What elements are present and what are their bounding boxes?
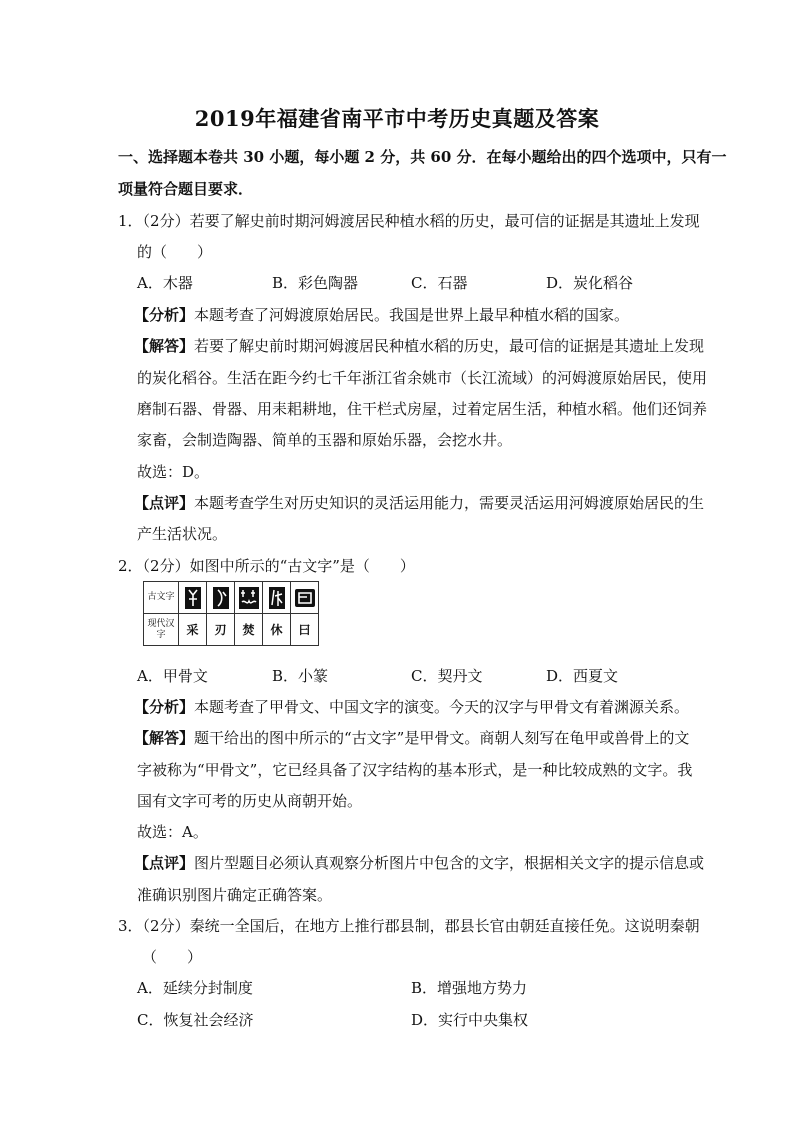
q2-option-a: A．甲骨文	[137, 667, 208, 685]
q1-stem-line1: 1．（2分）若要了解史前时期河姆渡居民种植水稻的历史，最可信的证据是其遗址上发现	[118, 212, 700, 230]
q1-analysis	[134, 305, 629, 325]
q1-comment-tag: 【点评】	[134, 494, 195, 512]
q2-analysis-text: 本题考查了甲骨文、中国文字的演变。今天的汉字与甲骨文有着渊源关系。	[194, 698, 690, 716]
ancient-script-table	[143, 581, 319, 646]
ancient-glyph-cai	[179, 582, 207, 614]
modern-char: 采	[179, 614, 207, 646]
oracle-glyph-icon	[183, 586, 203, 610]
table-header-modern: 现代汉字	[144, 614, 179, 646]
q2-answer-tag: 【解答】	[134, 729, 195, 747]
ancient-glyph-ren	[207, 582, 235, 614]
q2-answer-text1: 题干给出的图中所示的“古文字”是甲骨文。商朝人刻写在龟甲或兽骨上的文	[194, 729, 690, 747]
q3-stem-line2: （ ）	[142, 948, 203, 966]
q2-comment-text1: 图片型题目必须认真观察分析图片中包含的文字，根据相关文字的提示信息或	[194, 854, 705, 872]
ancient-glyph-yue	[291, 582, 319, 614]
q1-analysis-text: 本题考查了河姆渡原始居民。我国是世界上最早种植水稻的国家。	[194, 306, 630, 324]
q3-option-b: B．增强地方势力	[411, 979, 528, 997]
q1-answer-text1: 若要了解史前时期河姆渡居民种植水稻的历史，最可信的证据是其遗址上发现	[194, 337, 705, 355]
oracle-glyph-icon	[294, 586, 316, 610]
q1-comment-line2: 产生活状况。	[137, 525, 228, 543]
q1-answer-line4: 家畜，会制造陶器、简单的玉器和原始乐器，会挖水井。	[137, 431, 513, 449]
q2-option-c: C．契丹文	[411, 667, 483, 685]
ancient-glyph-fen	[235, 582, 263, 614]
q1-option-b: B．彩色陶器	[272, 274, 359, 292]
q2-comment-line1	[134, 853, 704, 873]
oracle-glyph-icon	[238, 586, 260, 610]
q2-analysis-tag: 【分析】	[134, 698, 195, 716]
q1-option-c: C．石器	[411, 274, 468, 292]
q2-answer-line1	[134, 728, 689, 748]
q2-option-b: B．小篆	[272, 667, 329, 685]
q1-answer-line1	[134, 336, 704, 356]
q3-option-d: D．实行中央集权	[411, 1011, 529, 1029]
q3-option-a: A．延续分封制度	[137, 979, 253, 997]
ancient-glyph-xiu	[263, 582, 291, 614]
section-heading-line1: 一、选择题本卷共 30 小题，每小题 2 分，共 60 分．在每小题给出的四个选项中，只有一	[118, 148, 727, 166]
q3-stem-line1: 3．（2分）秦统一全国后，在地方上推行郡县制，郡县长官由朝廷直接任免。这说明秦朝	[118, 917, 700, 935]
q1-stem-line2: 的（ ）	[137, 243, 213, 261]
q1-answer-line2: 的炭化稻谷。生活在距今约七千年浙江省余姚市（长江流域）的河姆渡原始居民，使用	[137, 369, 708, 387]
oracle-glyph-icon	[211, 586, 231, 610]
q1-option-d: D．炭化稻谷	[546, 274, 634, 292]
section-heading-line2: 项量符合题目要求．	[118, 180, 254, 198]
q2-option-d: D．西夏文	[546, 667, 619, 685]
q1-answer-tag: 【解答】	[134, 337, 195, 355]
modern-char: 焚	[235, 614, 263, 646]
modern-char: 休	[263, 614, 291, 646]
page-title: 2019年福建省南平市中考历史真题及答案	[194, 106, 600, 131]
q1-comment-text1: 本题考查学生对历史知识的灵活运用能力，需要灵活运用河姆渡原始居民的生	[194, 494, 705, 512]
q1-comment-line1	[134, 493, 704, 513]
q2-stem: 2．（2分）如图中所示的“古文字”是（ ）	[118, 557, 415, 575]
q1-option-a: A．木器	[137, 274, 193, 292]
q2-answer-line3: 国有文字可考的历史从商朝开始。	[137, 792, 363, 810]
table-header-ancient: 古文字	[144, 582, 179, 614]
oracle-glyph-icon	[267, 586, 287, 610]
q1-analysis-tag: 【分析】	[134, 306, 195, 324]
q3-option-c: C．恢复社会经济	[137, 1011, 254, 1029]
q2-comment-line2: 准确识别图片确定正确答案。	[137, 886, 333, 904]
q1-answer-line3: 磨制石器、骨器、用耒耜耕地，住干栏式房屋，过着定居生活，种植水稻。他们还饲养	[137, 400, 708, 418]
modern-char: 曰	[291, 614, 319, 646]
q2-choice: 故选：A。	[137, 823, 208, 841]
q1-choice: 故选：D。	[137, 463, 210, 481]
modern-char: 刃	[207, 614, 235, 646]
q2-analysis	[134, 697, 689, 717]
q2-answer-line2: 字被称为“甲骨文”，它已经具备了汉字结构的基本形式，是一种比较成熟的文字。我	[137, 761, 693, 779]
q2-comment-tag: 【点评】	[134, 854, 195, 872]
